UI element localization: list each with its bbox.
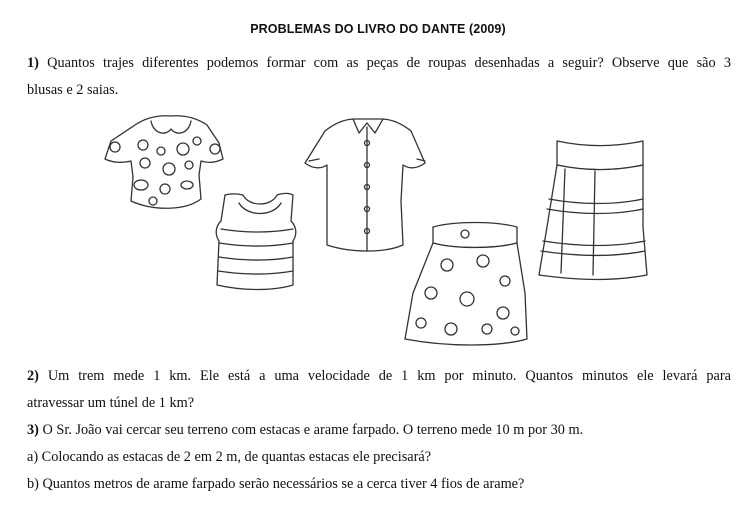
question-2-text: Um trem mede 1 km. Ele está a uma velocidade de 1 km por minuto. Quantos minutos ele levará para xyxy=(47,368,731,384)
striped-skirt-image xyxy=(539,141,647,280)
page-title: PROBLEMAS DO LIVRO DO DANTE (2009) xyxy=(250,22,506,36)
question-1-number: 1) xyxy=(27,55,39,71)
question-1-line-1 xyxy=(27,50,731,77)
question-3-item-a: a) Colocando as estacas de 2 em 2 m, de quantas estacas ele precisará? xyxy=(27,449,432,465)
question-3-item-b: b) Quantos metros de arame farpado serão necessários se a cerca tiver 4 fios de arame? xyxy=(27,476,525,492)
question-2-number: 2) xyxy=(27,368,39,384)
question-2-line-1 xyxy=(27,363,731,390)
clothes-illustration xyxy=(95,103,655,365)
question-1-line-2: blusas e 2 saias. xyxy=(27,82,119,98)
question-3-text: O Sr. João vai cercar seu terreno com estacas e arame farpado. O terreno mede 10 m por 30 m. xyxy=(42,422,584,438)
question-1 xyxy=(27,50,731,104)
question-2 xyxy=(27,363,731,417)
flower-skirt-image xyxy=(405,223,527,346)
question-1-text: Quantos trajes diferentes podemos formar com as peças de roupas desenhadas a seguir? Observe que são 3 xyxy=(47,55,732,71)
button-shirt-image xyxy=(305,119,425,251)
question-3 xyxy=(27,417,747,444)
question-2-line-2: atravessar um túnel de 1 km? xyxy=(27,395,195,411)
striped-tank-top-image xyxy=(216,194,296,290)
question-3-number: 3) xyxy=(27,422,39,438)
polka-dot-blouse-image xyxy=(105,116,223,209)
